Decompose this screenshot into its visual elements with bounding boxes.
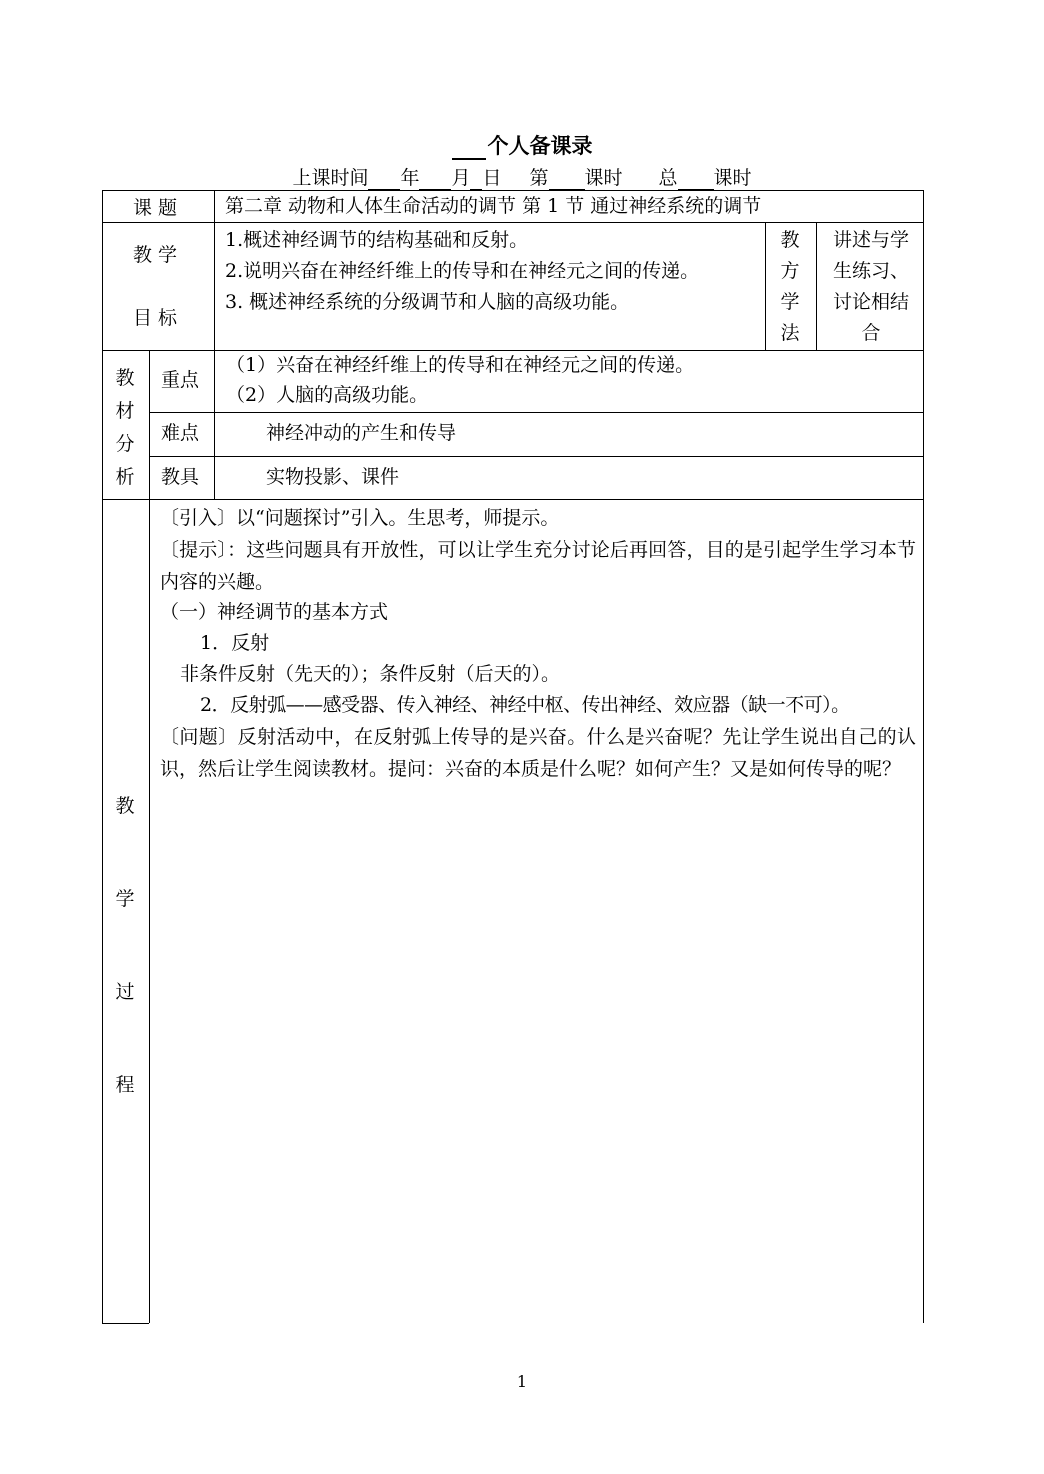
page-number: 1 — [516, 1372, 528, 1391]
name-blank — [452, 140, 486, 160]
process-label: 教 学 过 程 — [115, 795, 135, 1096]
key-point-item: （2）人脑的高级功能。 — [226, 384, 429, 406]
analysis-label: 教 材 分 析 — [115, 367, 135, 488]
topic-label: 课 题 — [133, 197, 178, 219]
method-value: 讲述与学 生练习、 讨论相结 合 — [832, 229, 909, 344]
tools-label: 教具 — [161, 466, 200, 488]
objectives-label-top: 教 学 — [133, 244, 178, 266]
objective-item: 2.说明兴奋在神经纤维上的传导和在神经元之间的传递。 — [225, 260, 700, 282]
topic-value: 第二章 动物和人体生命活动的调节 第 1 节 通过神经系统的调节 — [225, 195, 762, 217]
key-points-label: 重点 — [161, 369, 200, 391]
tools-value: 实物投影、课件 — [266, 466, 400, 488]
objectives-label-bottom: 目 标 — [133, 307, 178, 329]
difficulty-label: 难点 — [161, 422, 200, 444]
process-reflex-types: 非条件反射（先天的）；条件反射（后天的）。 — [180, 663, 561, 685]
difficulty-value: 神经冲动的产生和传导 — [266, 422, 457, 444]
key-point-item: （1）兴奋在神经纤维上的传导和在神经元之间的传递。 — [226, 354, 695, 376]
method-label: 教 方 学 法 — [780, 229, 800, 344]
process-question: 〔问题〕反射活动中，在反射弧上传导的是兴奋。什么是兴奋呢？先让学生说出自己的认识，然后让学生阅读教材。提问：兴奋的本质是什么呢？如何产生？又是如何传导的呢？ — [160, 726, 916, 780]
objective-item: 1.概述神经调节的结构基础和反射。 — [225, 229, 529, 251]
process-hint: 〔提示〕：这些问题具有开放性，可以让学生充分讨论后再回答，目的是引起学生学习本节内容的兴趣。 — [160, 539, 916, 593]
objective-item: 3. 概述神经系统的分级调节和人脑的高级功能。 — [225, 291, 630, 313]
process-intro: 〔引入〕以“问题探讨”引入。生思考，师提示。 — [160, 507, 560, 529]
process-item: 2．反射弧——感受器、传入神经、神经中枢、传出神经、效应器（缺一不可）。 — [200, 694, 850, 716]
page-title: 个人备课录 — [0, 130, 1044, 160]
class-time-line: 上课时间 年 月 日 第 课时 总 课时 — [292, 167, 752, 189]
process-section-heading: （一）神经调节的基本方式 — [160, 601, 389, 623]
process-item: 1．反射 — [200, 632, 270, 654]
